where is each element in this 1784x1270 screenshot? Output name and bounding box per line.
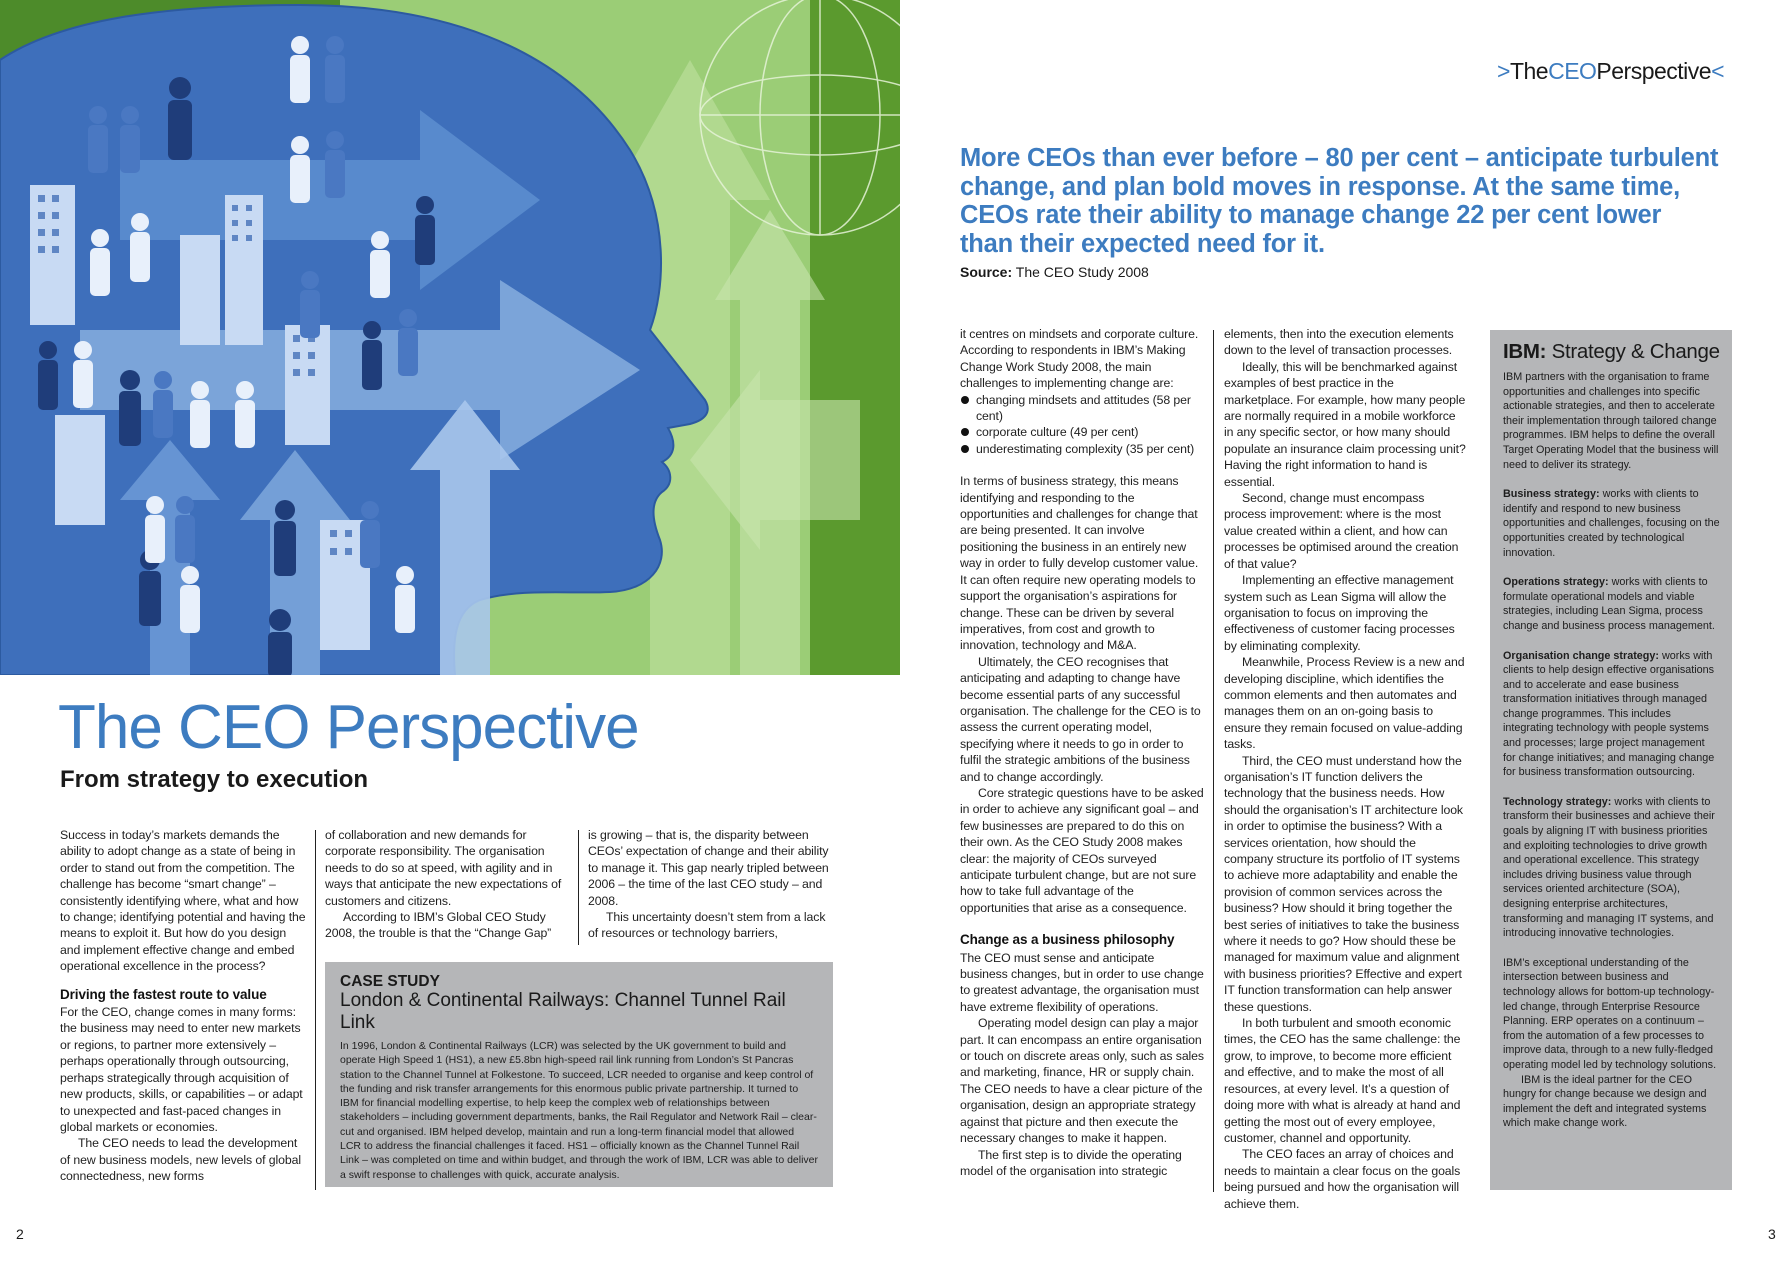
paragraph: Meanwhile, Process Review is a new and developing discipline, which identifies the common elements and then automates and manages them on an on-going basis to ensure they remain focused on value-adding tasks. [1224,655,1465,752]
ibm-brand: IBM: [1503,340,1547,363]
case-study-box [325,962,833,1187]
paragraph: Core strategic questions have to be asked in order to achieve any significant goal – and few businesses are prepared to do this on their own. As the CEO Study 2008 makes clear: the majority of CEOs surveyed anticipate turbulent change, but are not sure how to take full advantage of the opportunities that arise as a consequence. [960,785,1204,915]
source-text: The CEO Study 2008 [1012,264,1149,280]
ibm-sidebar [1490,330,1732,1190]
paragraph: of collaboration and new demands for corporate responsibility. The organisation needs to do so at speed, with agility and in ways that anticipate the new expectations of customers and citizens. [325,828,562,908]
tagline-bracket: < [1711,58,1725,84]
page-title: The CEO Perspective [58,693,639,762]
sidebar-item: Operations strategy: works with clients to formulate operational models and viable strategies, including Lean Sigma, process change and business process management. [1503,576,1715,632]
case-study-title: London & Continental Railways: Channel Tunnel Rail Link [340,990,786,1033]
right-column-1 [960,326,1204,1179]
page-subtitle: From strategy to execution [60,766,369,793]
sidebar-title: IBM: Strategy & Change [1503,340,1720,363]
right-column-2 [1224,326,1466,1212]
column-rule [315,830,316,1190]
source-label: Source: [960,264,1013,280]
paragraph: This uncertainty doesn’t stem from a lack of resources or technology barriers, [588,910,826,941]
paragraph: For the CEO, change comes in many forms: the business may need to enter new markets or regions, to partner more extensively – perhaps operationally through outsourcing, perhaps strategically through acquisition of new products, skills, or capabilities – or adapt to unexpected and fast-paced changes in global markets or economies. [60,1005,303,1134]
tagline-bracket: > [1497,58,1510,84]
paragraph: Ultimately, the CEO recognises that anticipating and adapting to change have become essential parts of any successful organisation. The challenge for the CEO is to assess the current operating model, specifying where it needs to go in order to fulfil the strategic ambitions of the business and to change accordingly. [960,654,1201,784]
paragraph: it centres on mindsets and corporate culture. According to respondents in IBM’s Making Change Work Study 2008, the main challenges to implementing change are: [960,327,1199,391]
case-study-label: CASE STUDY [340,973,440,990]
paragraph: In both turbulent and smooth economic times, the CEO has the same challenge: the grow, to improve, to become more efficient and effective, and to make the most of all resources, at every level. It’s a question of doing more with what is already at hand and getting the most out of every employee, customer, channel and opportunity. [1224,1016,1461,1145]
section-tagline [1497,58,1724,85]
paragraph: Third, the CEO must understand how the organisation’s IT function delivers the technology that the business needs. How should the organisation’s IT architecture look in order to optimise the business? With a services orientation, how should the company structure its portfolio of IT systems to achieve more adaptability and enable the provision of common services across the business? How should it bring together the best series of initiatives to take the business where it needs to go? How should these be managed for maximum value and alignment with business priorities? Effective and expert IT function transformation can help answer these questions. [1224,753,1463,1014]
sidebar-outro: IBM’s exceptional understanding of the intersection between business and technology allows for bottom-up technology-led change, through Enterprise Resource Planning. ERP operates on a continuum – from the automation of a few processes to improve data, through to a new fully-fledged operating model led by technology solutions. [1503,956,1717,1071]
column-rule [578,830,579,945]
paragraph: is growing – that is, the disparity between CEOs’ expectation of change and their ability to manage it. This gap nearly tripled between 2006 – the time of the last CEO study – and 2008. [588,828,829,908]
left-column-3 [588,827,833,942]
head-silhouette-artwork [0,0,900,675]
paragraph: The CEO faces an array of choices and needs to maintain a clear focus on the goals being pursued and how the organisation will achieve them. [1224,1147,1461,1211]
hero-illustration [0,0,900,675]
section-heading-driving: Driving the fastest route to value [60,986,267,1002]
paragraph: Operating model design can play a major part. It can encompass an entire organisation or touch on discrete areas only, such as sales and marketing, finance, HR or supply chain. The CEO needs to have a clear picture of the organisation, design an appropriate strategy against that picture and then execute the necessary changes to make it happen. [960,1016,1204,1146]
tagline-the: The [1509,58,1549,84]
bullet-item: changing mindsets and attitudes (58 per cent) [960,392,1204,425]
pull-quote-source [960,264,1149,280]
left-column-1 [60,827,306,1185]
bullet-item: underestimating complexity (35 per cent) [960,441,1204,457]
sidebar-outro: IBM is the ideal partner for the CEO hungry for change because we design and implement the deft and integrated systems which make change work. [1503,1073,1707,1130]
paragraph: According to IBM’s Global CEO Study 2008, the trouble is that the “Change Gap” [325,910,552,941]
paragraph: The first step is to divide the operating model of the organisation into strategic [960,1147,1182,1178]
sidebar-intro: IBM partners with the organisation to frame opportunities and challenges into specific actionable strategies, and then to accelerate their implementation through tailored change programmes. IBM helps to define the overall Target Operating Model that the business will need to deliver its strategy. [1503,371,1719,471]
paragraph: The CEO needs to lead the development of new business models, new levels of global connectedness, new forms [60,1136,301,1184]
column-rule [1213,330,1214,1192]
paragraph: Implementing an effective management system such as Lean Sigma will allow the organisation to focus on improving the effectiveness of customer facing processes by eliminating complexity. [1224,573,1455,653]
tagline-perspective: Perspective [1596,58,1712,84]
paragraph: elements, then into the execution elements down to the level of transaction processes. [1224,327,1454,358]
tagline-ceo: CEO [1548,58,1597,84]
page-number-right: 3 [1768,1226,1776,1242]
sidebar-item: Technology strategy: works with clients to transform their businesses and achieve their goals by aligning IT with business priorities and exploiting technologies to drive growth and operational excellence. This strategy includes driving business value through services oriented architecture (SOA), designing enterprise architectures, transforming and managing IT systems, and introducing innovative technologies. [1503,795,1715,940]
paragraph: Second, change must encompass process improvement: where is the most value created within a client, and how can processes be optimised around the creation of that value? [1224,491,1459,571]
paragraph: The CEO must sense and anticipate business changes, but in order to use change to greatest advantage, the organisation must have extreme flexibility of operations. [960,950,1204,1014]
sidebar-item: Organisation change strategy: works with clients to help design effective organisations and to accelerate and ease business transformation initiatives through managed change programmes. This includes integrating technology with people systems and processes; large project management for change initiatives; and managing change for business transformation outsourcing. [1503,649,1715,779]
page-number-left: 2 [16,1226,24,1242]
bullet-item: corporate culture (49 per cent) [960,424,1204,440]
pull-quote: More CEOs than ever before – 80 per cent – anticipate turbulent change, and plan bold moves in response. At the same time, CEOs rate their ability to manage change 22 per cent lower than their expected need for it. [960,144,1719,258]
paragraph: Ideally, this will be benchmarked against examples of best practice in the marketplace. For example, how many people are normally required in a mobile workforce in any specific sector, or how many should populate an insurance claim processing unit? Having the right information to hand is essential. [1224,359,1466,489]
case-study-body: In 1996, London & Continental Railways (LCR) was selected by the UK government to build and operate High Speed 1 (HS1), a new £5.8bn high-speed rail link running from London’s St Pancras station to the Channel Tunnel at Folkestone. To succeed, LCR needed to organise and keep control of the funding and risk transfer arrangements for this enormous public private partnership. It turned to IBM for financial modelling expertise, to help keep the complex web of relationships between stakeholders – including government departments, banks, the Rail Regulator and Network Rail – clear-cut and organised. IBM helped develop, maintain and run a long-term financial model that allowed LCR to address the financial challenges it faced. HS1 – officially known as the Channel Tunnel Rail Link – was completed on time and within budget, and through the work of IBM, LCR was able to deliver a swift response to challenges with quick, accurate analysis. [340,1040,819,1181]
sidebar-item: Business strategy: works with clients to identify and respond to new business opportunities and challenges, focusing on the opportunities created by technological innovation. [1503,488,1720,559]
left-column-2 [325,827,568,942]
section-heading-philosophy: Change as a business philosophy [960,932,1175,948]
sidebar-body [1503,370,1720,1131]
intro-paragraph: Success in today’s markets demands the ability to adopt change as a state of being in order to stand out from the competition. The challenge has become “smart change” – consistently identifying where, what and how to change; identifying potential and having the means to exploit it. But how do you design and implement effective change and embed operational excellence in the process? [60,828,306,974]
paragraph: In terms of business strategy, this means identifying and responding to the opportunities and challenges for change that are being presented. It can involve positioning the business in an entirely new way in order to fully develop customer value. It can often require new operating models to support the organisation’s aspirations for change. These can be driven by several imperatives, from cost and growth to innovation, technology and M&A. [960,474,1199,653]
